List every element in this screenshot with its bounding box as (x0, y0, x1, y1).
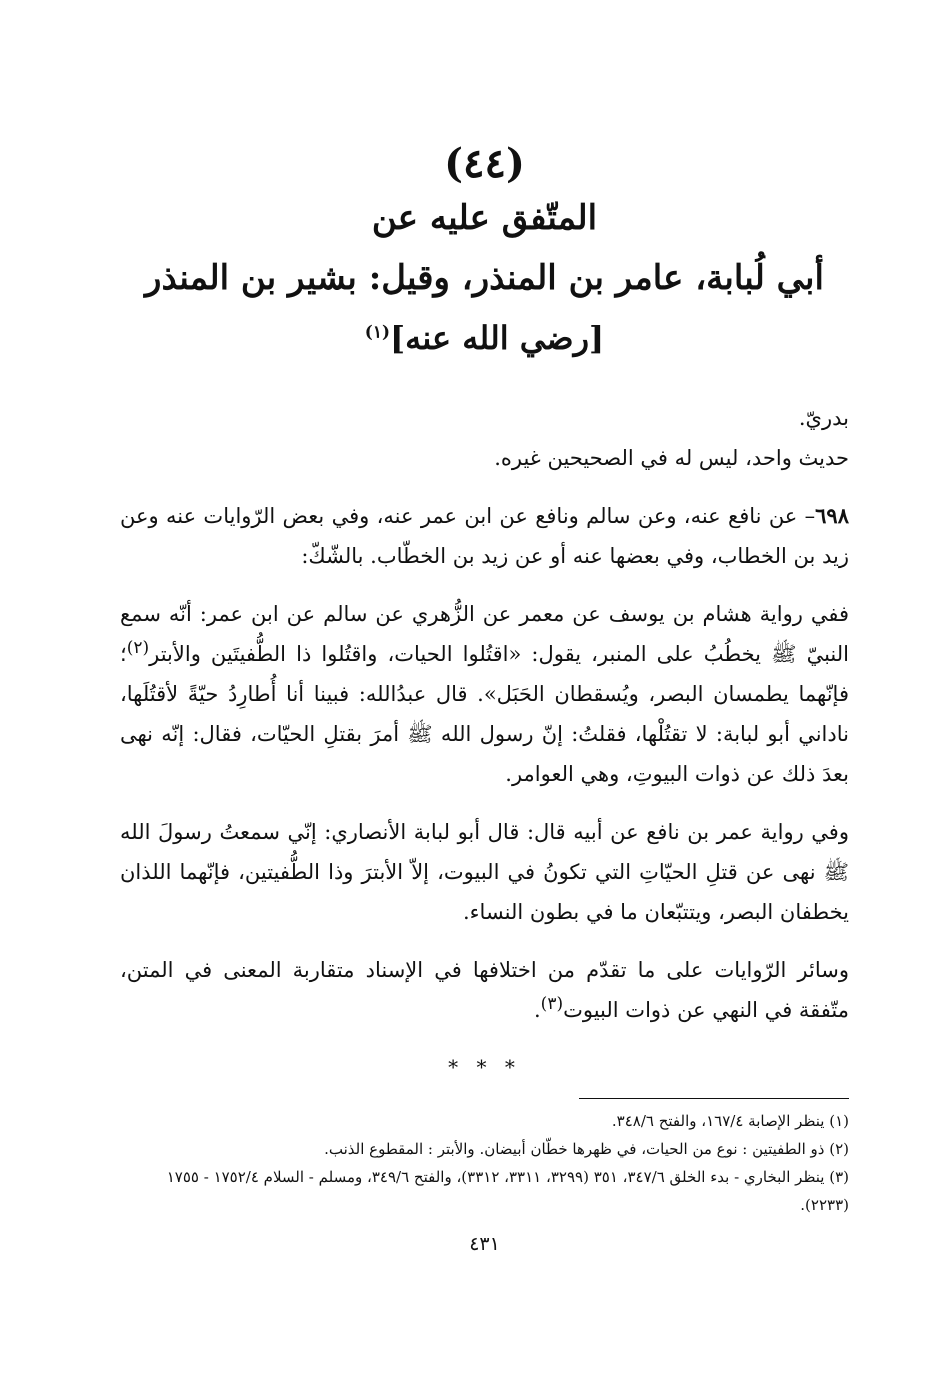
paragraph-other-narrations (120, 950, 849, 1030)
footnote-divider (579, 1098, 849, 1099)
hadith-698-text: – عن نافع عنه، وعن سالم ونافع عن ابن عمر عنه، وفي بعض الرّوايات عنه وعن زيد بن الخطاب، وفي بعضها عنه أو عن زيد بن الخطّاب. بالشّكّ: (120, 504, 849, 568)
footnote-marker-2: (٢) (126, 638, 150, 658)
footnote-3: (٣) ينظر البخاري - بدء الخلق ٣٤٧/٦، ٣٥١ (٣٢٩٩، ٣٣١١، ٣٣١٢)، والفتح ٣٤٩/٦، ومسلم - السلام ١٧٥٢/٤ - ١٧٥٥ (٢٢٣٣). (166, 1168, 849, 1214)
title-line-3 (120, 308, 849, 368)
footnotes (120, 1107, 849, 1219)
title-honorific: [رضي الله عنه] (390, 319, 605, 357)
paragraph-hadith-698 (120, 496, 849, 576)
title-line-1: المتّفق عليه عن (371, 198, 598, 238)
hisham-text-part1: ففي رواية هشام بن يوسف عن معمر عن الزُّهري عن سالم عن ابن عمر: أنّه سمع النبيّ ﷺ يخطُبُ على المنبر، يقول: «اقتُلوا الحيات، واقتُلوا ذا الطُّفيتَين والأبتر (120, 602, 849, 666)
section-separator: * * * (448, 1055, 521, 1079)
footnote-marker-3: (٣) (540, 994, 564, 1014)
other-text-part2: . (533, 998, 541, 1022)
page-number: ٤٣١ (469, 1233, 500, 1255)
chapter-number: (٤٤) (444, 140, 525, 187)
hadith-number: ٦٩٨ (815, 503, 849, 528)
hisham-text-part2: ؛ فإنّهما يطمسان البصر، ويُسقطان الحَبَل». قال عبدُالله: فبينا أنا أُطارِدُ حيّةً لأقتُلَها، ناداني أبو لبابة: لا تقتُلْها، فقلتُ: إنّ رسول الله ﷺ أمرَ بقتلِ الحيّات، فقال: إنّه نهى بعدَ ذلك عن ذوات البيوتِ، وهي العوامر. (120, 642, 849, 786)
paragraph-badri: بدريّ. (798, 406, 849, 430)
footnote-1: (١) ينظر الإصابة ١٦٧/٤، والفتح ٣٤٨/٦. (611, 1112, 849, 1130)
paragraph-umar-narration: وفي رواية عمر بن نافع عن أبيه قال: قال أبو لبابة الأنصاري: إنّي سمعتُ رسولَ الله ﷺ نهى عن قتلِ الحيّاتِ التي تكونُ في البيوت، إلاّ الأبترَ وذا الطُّفيتين، فإنّهما اللذان يخطفان البصر، ويتتبّعان ما في بطون النساء. (120, 820, 849, 924)
paragraph-single-hadith: حديث واحد، ليس له في الصحيحين غيره. (494, 446, 849, 470)
title-line-2: أبي لُبابة، عامر بن المنذر، وقيل: بشير بن المنذر (145, 258, 824, 298)
chapter-title (120, 188, 849, 368)
paragraph-hisham-narration (120, 594, 849, 794)
other-text-part1: وسائر الرّوايات على ما تقدّم من اختلافها في الإسناد متقاربة المعنى في المتن، متّفقة في النهي عن ذوات البيوت (120, 958, 849, 1022)
footnote-2: (٢) ذو الطفيتين : نوع من الحيات، في ظهرها خطّان أبيضان. والأبتر : المقطوع الذنب. (324, 1140, 849, 1158)
footnote-marker-1: (١) (364, 322, 391, 343)
page-content (120, 140, 849, 1255)
